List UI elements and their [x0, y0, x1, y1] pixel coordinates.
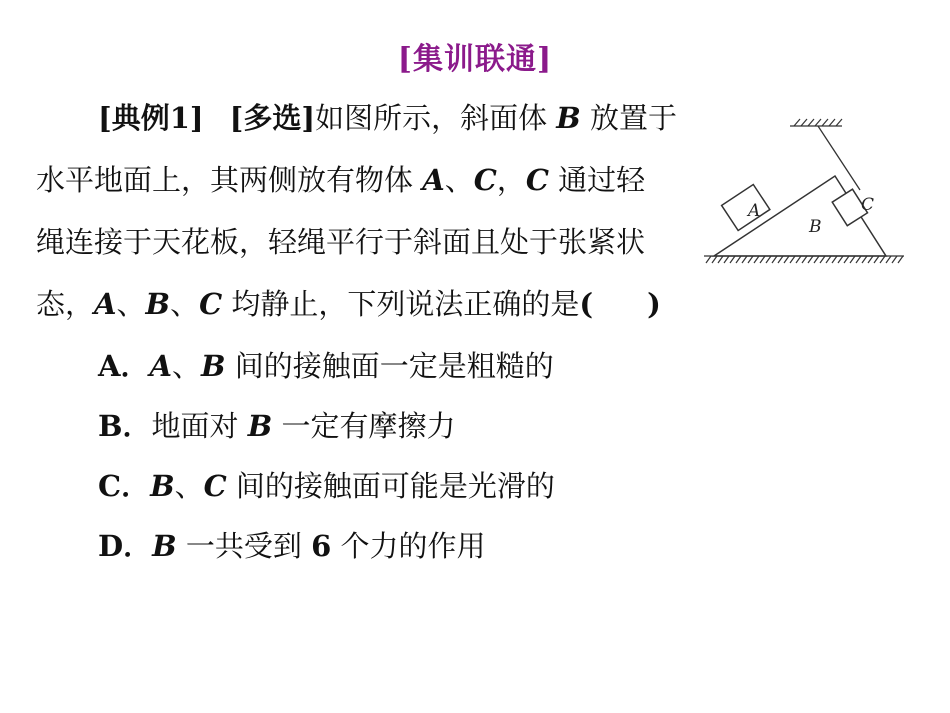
var-a: A: [422, 163, 445, 197]
question-type-tag: [多选]: [229, 101, 316, 135]
ground: [704, 256, 904, 263]
question-text: 通过轻: [548, 163, 646, 197]
question-text: 如图所示，斜面体: [315, 101, 557, 135]
label-a: A: [748, 201, 761, 221]
section-title: [集训联通]: [397, 42, 553, 77]
question-text: 放置于: [580, 101, 678, 135]
var-b: B: [145, 287, 171, 321]
var-b: B: [152, 529, 177, 563]
rope: [818, 126, 860, 190]
var-c: C: [199, 287, 223, 321]
label-b: B: [809, 217, 822, 237]
var-b: B: [247, 409, 273, 443]
force-count: 6: [311, 529, 332, 563]
var-a: A: [149, 349, 173, 383]
question-line-1: [98, 98, 677, 138]
option-c: [98, 466, 555, 506]
option-letter: B．: [98, 409, 152, 443]
answer-paren-open: (: [579, 287, 594, 321]
option-letter: D．: [98, 529, 153, 563]
option-text: 一共受到: [176, 529, 312, 563]
var-a: A: [94, 287, 117, 321]
separator: 、: [444, 163, 474, 197]
question-text: 均静止，下列说法正确的是: [222, 287, 580, 321]
label-c: C: [861, 195, 875, 215]
question-text: 绳连接于天花板，轻绳平行于斜面且处于张紧状: [36, 225, 646, 259]
var-b: B: [201, 349, 226, 383]
question-text: 态，: [36, 287, 95, 321]
answer-paren-close: ): [647, 287, 661, 321]
option-b: [98, 406, 455, 446]
example-tag: [典例1]: [98, 101, 204, 135]
option-text: 个力的作用: [331, 529, 486, 563]
option-a: [98, 346, 554, 386]
option-text: 间的接触面一定是粗糙的: [225, 349, 554, 383]
var-c: C: [473, 163, 497, 197]
option-letter: C．: [98, 469, 151, 503]
separator: 、: [170, 287, 200, 321]
option-text: 间的接触面可能是光滑的: [226, 469, 555, 503]
separator: 、: [174, 469, 204, 503]
incline-figure: [700, 110, 910, 270]
ceiling: [790, 119, 842, 126]
option-letter: A．: [98, 349, 150, 383]
option-text: 一定有摩擦力: [272, 409, 456, 443]
var-c: C: [525, 163, 549, 197]
var-b: B: [150, 469, 175, 503]
separator: 、: [172, 349, 202, 383]
option-d: [98, 526, 486, 566]
option-text: 地面对: [151, 409, 248, 443]
question-line-2: [36, 160, 645, 200]
question-line-3: [36, 222, 645, 262]
question-text: 水平地面上，其两侧放有物体: [36, 163, 423, 197]
separator: 、: [116, 287, 146, 321]
question-line-4: [36, 284, 661, 324]
var-c: C: [203, 469, 227, 503]
var-b: B: [556, 101, 581, 135]
separator: ，: [496, 163, 526, 197]
